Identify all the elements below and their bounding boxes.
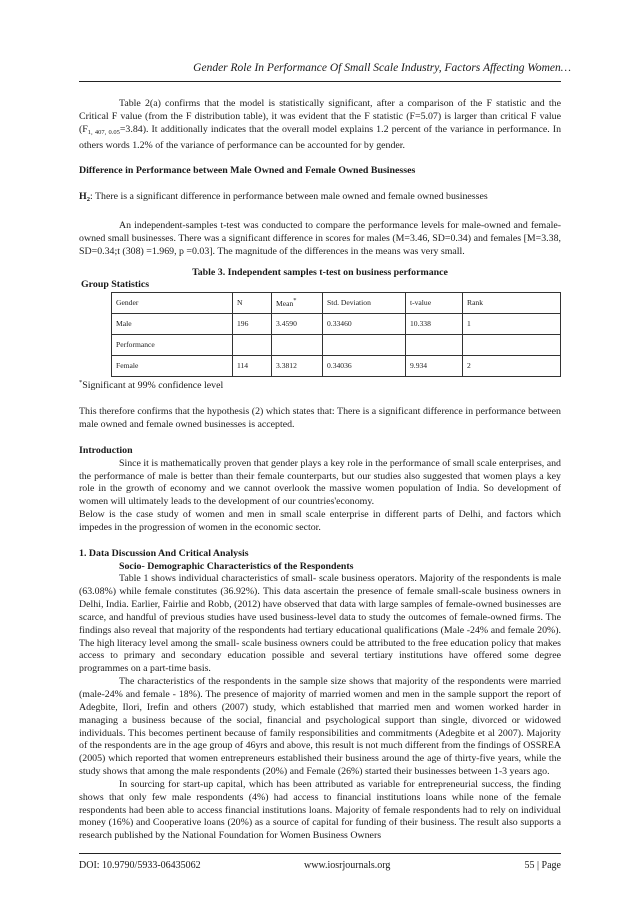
header-std-deviation: Std. Deviation <box>323 293 406 314</box>
table-footnote: *Significant at 99% confidence level <box>79 379 224 392</box>
table-row: Performance <box>112 335 561 356</box>
footer-page-number: 55 | Page <box>524 860 561 871</box>
body-paragraph: The characteristics of the respondents in the sample size shows that majority of the respondents were married (male-24% and female - 18%). The presence of majority of married women and men in the sample support the report of Adegbite, Ilori, Irefin and others (2007) study, which established that married men and women worked harder in managing a business because of the social, financial and psychological support than single, divorced or widowed individuals. This becomes pertinent because of family responsibilities and commitments (Adegbite et al 2007). Majority of the respondents are in the age group of 46yrs and above, this result is not much different from the findings of OSSREA (2005) which reported that women entrepreneurs established their business around the age of thirty-five years, while the study shows that among the male respondents (20%) and Female (26%) started their businesses between 1-3 years ago. <box>79 676 561 778</box>
paragraph-hypothesis-accepted: This therefore confirms that the hypothesis (2) which states that: There is a significant difference in performance between male owned and female owned businesses is accepted. <box>79 406 561 430</box>
hypothesis-h2: $H_2$: There is a significant difference in performance between male owned and female owned businesses <box>79 191 488 204</box>
table-row: Female 114 3.3812 0.34036 9.934 2 <box>112 356 561 377</box>
group-statistics-label: Group Statistics <box>81 279 150 291</box>
footer-site: www.iosrjournals.org <box>304 860 391 871</box>
paragraph-ttest: An independent-samples t-test was conducted to compare the performance levels for male-owned and female-owned small businesses. There was a significant difference in scores for males (M=3.46, SD=0.34) and females [M=3.38, SD=0.34;t (308) =1.969, p =0.03]. The magnitude of the differences in the means was very small. <box>79 220 561 257</box>
header-t-value: t-value <box>406 293 463 314</box>
header-rule <box>79 81 561 82</box>
introduction-paragraph: Below is the case study of women and men in small scale enterprise in different parts of Delhi, and factors which impedes in the progression of women in the economic sector. <box>79 509 561 533</box>
footer-doi: DOI: 10.9790/5933-06435062 <box>79 860 201 871</box>
footer-rule <box>79 853 561 854</box>
header-gender: Gender <box>112 293 233 314</box>
paragraph-f-statistic: Table 2(a) confirms that the model is statistically significant, after a comparison of the F statistic and the Critical F value (from the F distribution table), it was evident that the F statistic (F=5.07) is larger than critical F value $(F_{1, 407, 0.05}=3.84)$. It additionally indicates that the overall model explains 1.2 percent of the variance in performance. In others words 1.2% of the variance of performance can be accounted for by gender. <box>79 98 562 151</box>
table-header-row <box>112 293 561 314</box>
body-paragraph: In sourcing for start-up capital, which has been attributed as variable for entrepreneurial success, the finding shows that only few male respondents (4%) had access to financial institutions loans while none of the female respondents had been able to access financial institutions loans. Majority of female respondents had to rely on individual money (16%) and Cooperative loans (20%) as a source of capital for funding of their business. The result also supports a research published by the National Foundation for Women Business Owners <box>79 778 561 842</box>
table-caption: Table 3. Independent samples t-test on business performance <box>192 266 448 278</box>
introduction-heading: Introduction <box>79 444 133 456</box>
running-header: Gender Role In Performance Of Small Scale Industry, Factors Affecting Women… <box>193 62 571 74</box>
section-heading-difference: Difference in Performance between Male Owned and Female Owned Businesses <box>79 165 416 177</box>
header-mean: Mean* <box>272 293 323 314</box>
section-heading-data-discussion: 1. Data Discussion And Critical Analysis <box>79 547 249 559</box>
body-paragraph: Table 1 shows individual characteristics of small- scale business operators. Majority of the respondents is male (63.08%) while female constitutes (36.92%). This data ascertain the presence of female small-scale business owners in Delhi, India. Earlier, Fairlie and Robb, (2012) have observed that data with large samples of female-owned businesses are scarce, and handful of previous studies have used business-level data to study the outcomes of female-owned firms. The findings also reveal that majority of the respondents had tertiary educational qualifications (Male -24% and female 20%). The high literacy level among the small- scale business owners could be attributed to the free education policy that makes access to primary and secondary education possible and several tertiary institutions have offered some degree programmes on a part-time basis. <box>79 573 561 675</box>
page-body <box>79 98 561 843</box>
header-rank: Rank <box>463 293 561 314</box>
introduction-paragraph: Since it is mathematically proven that gender plays a key role in the performance of small scale enterprises, and the performance of male is better than their female counterparts, but our studies also suggested that women plays a key role in the growth of economy and we cannot overlook the massive women population of India. So development of women will ultimately leads to the development of our countries'economy. <box>79 457 561 508</box>
group-statistics-table <box>111 292 561 377</box>
subheading-socio-demographic: Socio- Demographic Characteristics of the Respondents <box>119 560 354 572</box>
header-n: N <box>233 293 272 314</box>
table-row: Male 196 3.4590 0.33460 10.338 1 <box>112 314 561 335</box>
